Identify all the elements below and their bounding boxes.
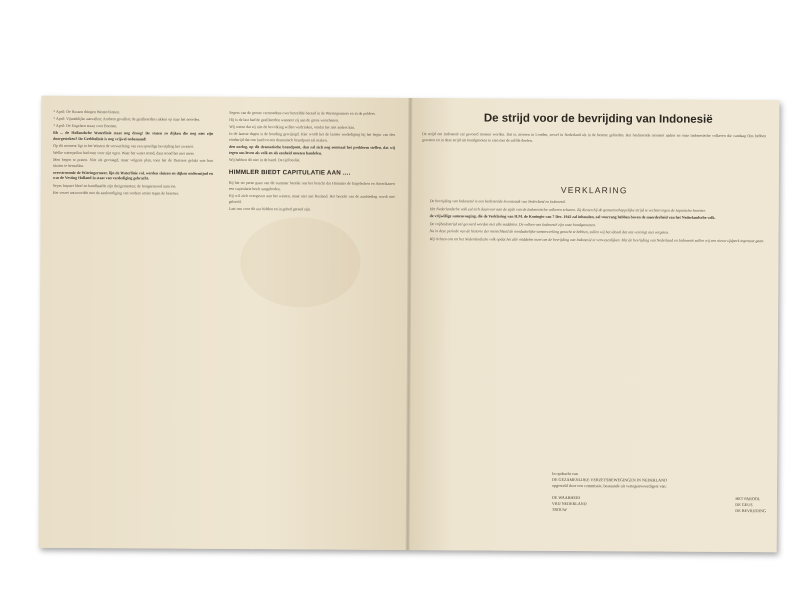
signature-line: In opdracht van: [552, 470, 578, 477]
paragraph: De bevrijding van Indonesië is een beslissende levenszaak van Nederland en Indonesië.: [429, 199, 567, 204]
paragraph: overstroomde de Wieringermeer, lijn de Waterlinie vol, werden sluizen en dijken ondermijnd en was de Vesting Holland in staat van verdediging gebracht.: [52, 170, 213, 181]
right-page: [408, 98, 780, 552]
declaration-body: [421, 199, 765, 246]
group-name: TROUW: [551, 506, 567, 512]
left-column-1: [53, 110, 214, 199]
group-name: DE GEUS: [735, 501, 753, 508]
paragraph: Het verzet antwoordde met de aankondiging van verdere acties tegen de bezetter.: [52, 190, 179, 196]
paragraph: Het Nederlandsche volk zal zich daarvoor aan de zijde van de Indonesische volkeren scharen. Zij dienen bij de gemeenschappelijke strijd te vechten tegen de Japansche bezetter.: [429, 206, 706, 213]
paragraph: Segers van de groote vermoedens over hetzelfde beraad in de Wieringermeer en in de polders.: [229, 110, 376, 116]
newspaper-sheet: [39, 96, 780, 552]
article-intro: De strijd om Indonesië zal gevoerd moeten worden. Dat is, moeten in Londen, zowel in Nederland als in de bezette gebieden. Het beslissende moment nadert en onze Indonesische volkeren die vandaag Ons hebben geweten en in deze strijd als bondgenoten te zien met de zelfde doelen.: [422, 132, 767, 143]
left-page: [39, 96, 411, 550]
paragraph: Na in deze periode van de historie der menschheid de noodzakelijke samenwerking gezocht te hebben, zullen wij het ideaal dat ons verenigt niet vergeten.: [429, 229, 670, 235]
left-column-2: [229, 111, 396, 215]
signature-org: DE GEZAMENLIJKE VERZETSBEWEGINGEN IN NEDERLAND: [552, 476, 668, 483]
declaration-heading: VERKLARING: [560, 184, 628, 196]
article-title: De strijd voor de bevrijding van Indonesië: [483, 112, 713, 126]
paragraph: den oorlog, op dit dramatische brandpunt, dan zal zich nog eenmaal het probleem stellen, dat wij tegen ons leven als volk en als eenheid moeten handelen.: [229, 144, 396, 156]
paragraph: Bij het ter perse gaan van dit nummer bereikt ons het bericht dat Himmler de Engelschen en Amerikanen een capitulatie heeft aangeboden.: [228, 181, 395, 192]
paragraph: Welke waterpeilen had men voor zijn ogen. Waar het water stond, daar stond het niet meer.: [53, 150, 195, 156]
group-name: DE BEVRIJDING: [735, 507, 766, 514]
paragraph: Seyss Inquart bleef en handhaafde zijn dreigementen; de hongersnood nam toe.: [52, 183, 177, 189]
resistance-groups: [552, 495, 766, 514]
paragraph: In de laatste dagen is de houding gewijzigd. Hier wordt het de laatste verdediging bij het begin van den eindstrijd dat ons land tot een dramatisch brandpunt zal maken.: [229, 132, 396, 143]
paragraph: Hij wil zich overgeven aan het westen, maar niet aan Rusland. Het bericht van de aanbieding wordt niet geloofd.: [228, 193, 395, 204]
paper-stain: [240, 217, 361, 308]
group-name: HET PAROOL: [735, 495, 761, 502]
paragraph: Wij richten ons tot het Nederlandsche volk opdat het alle middelen inzet om de bevrijding van Indonesië te verwezenlijken. Met de bevrijding van Nederland en Indonesië zullen wij een nieuw tijdperk tegemoet gaan.: [429, 236, 765, 243]
group-name: VRIJ NEDERLAND: [551, 500, 587, 507]
signature-note: opgesteld door een commissie, bestaande uit vertegenwoordigers van:: [552, 482, 667, 489]
paragraph: Bh ... de Hollandsche Waterlinie staat nog droog! De staten zo dijken die nog niet zijn doorgestoken? De Grebbelinie is nog vrijwel onbemand!: [53, 131, 214, 142]
paragraph: Hij is de last had de geallieerden wanneer zij aan de grens verschenen.: [229, 117, 339, 123]
paragraph: * April: Vijandelijke aanvallen; Arnhem gevallen; de geallieerden rukken op naar het noorden.: [53, 116, 201, 122]
paragraph: * April: De Engelsen staan voor Bremen.: [53, 124, 118, 129]
section-heading: HIMMLER BIEDT CAPITULATIE AAN ....: [228, 169, 351, 177]
paragraph: Wij weten dat zij niet de bevolking willen verdrinken, omdat het niet anders kan.: [229, 125, 356, 130]
signature-block: [552, 471, 766, 514]
paragraph: De vrijheidsstrijd zal gevoerd worden met alle middelen. De volken van Indonesië zijn onze bondgenooten.: [429, 221, 596, 227]
paragraph: Men begon te praten. Niet als gevraagd, maar volgens plan, toen het de Duitsers gelukt was hun sluiten te herstellen.: [52, 157, 214, 168]
paragraph: Op dit moment ligt in het Westen de verwachting van een spoedige bevrijding het zwaarst.: [53, 143, 194, 149]
paragraph: * April: De Russen dringen Wenen binnen.: [53, 109, 121, 115]
groups-left: [552, 495, 587, 513]
group-name: DE WAARHEID: [551, 494, 581, 501]
paragraph: Wij hebben dit niet in de hand. De tijd beslist.: [228, 157, 301, 162]
paragraph: de vrijwillige samenvoeging, die de Verklaring van H.M. de Koningin van 7 Dec. 1942 zal inhouden, zal voorrang hebben boven de meerderheid van het Nederlandsche volk.: [429, 214, 716, 220]
groups-right: [735, 496, 766, 514]
paragraph: Laat ons voor dit uur bidden en in gebed gereed zijn.: [228, 206, 311, 212]
